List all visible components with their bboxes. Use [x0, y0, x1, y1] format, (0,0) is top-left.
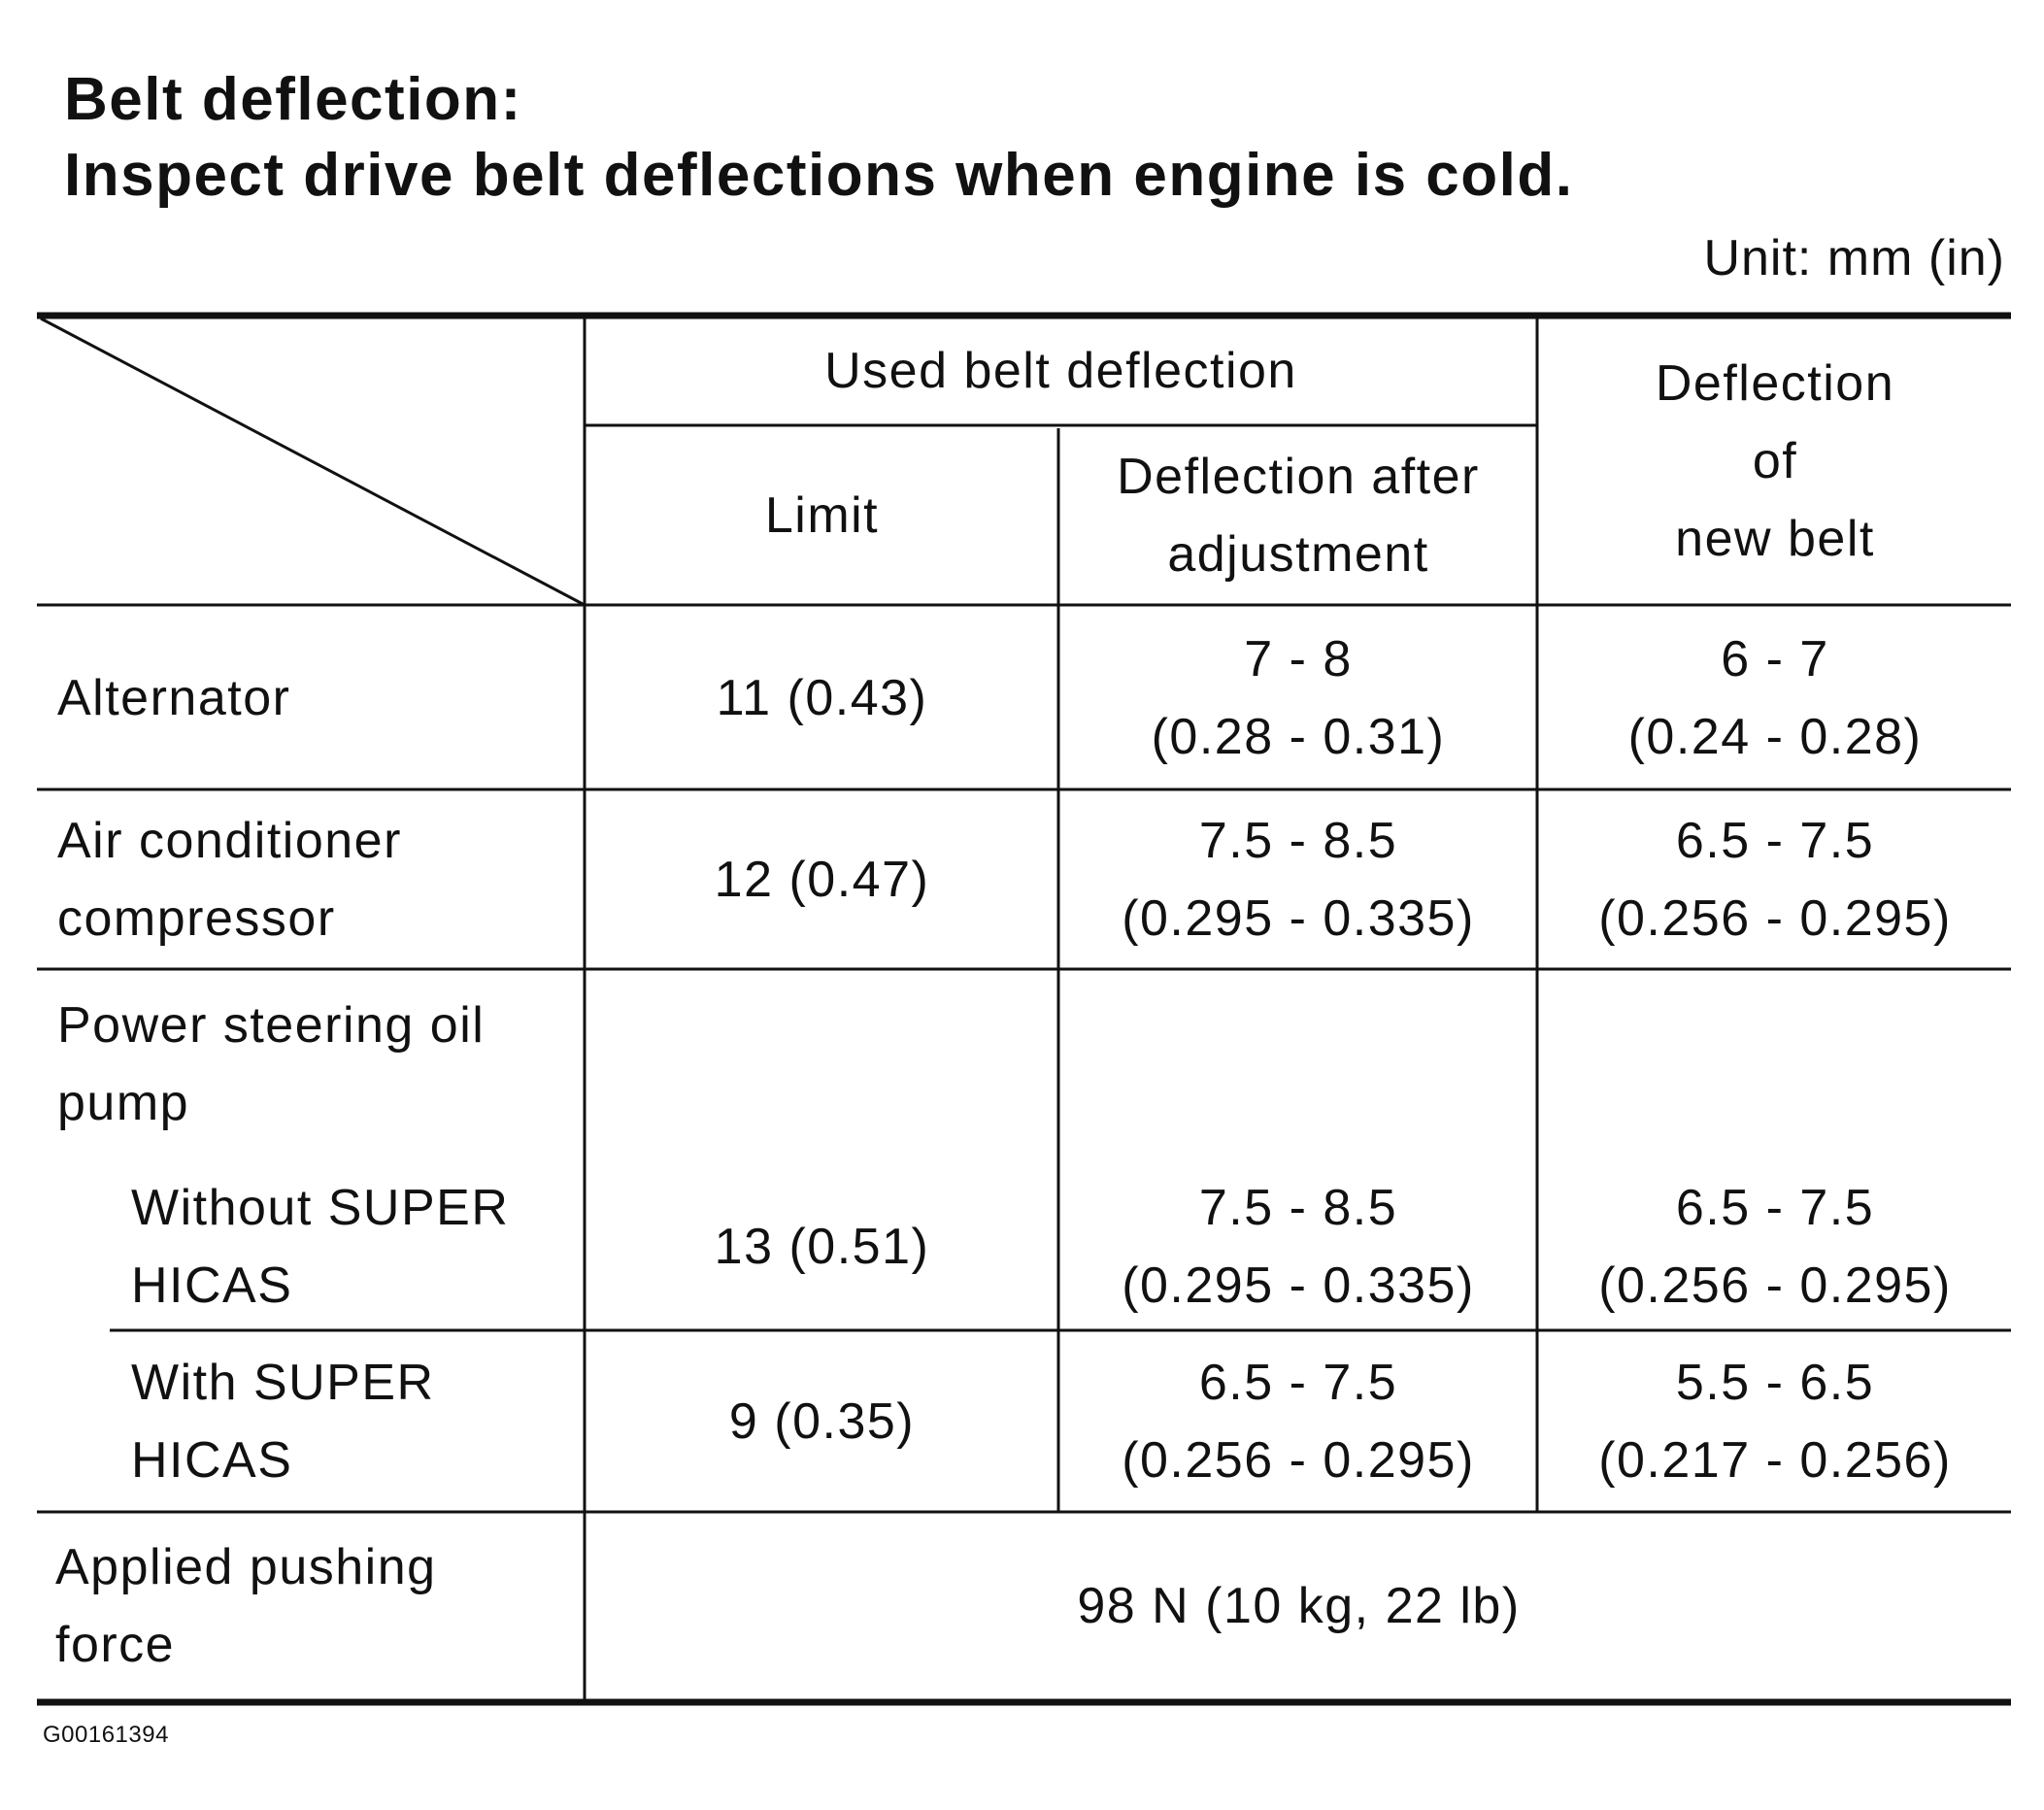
without-super-hicas-new-belt: 6.5 - 7.5 (0.256 - 0.295): [1598, 1180, 1952, 1314]
alternator-limit: 11 (0.43): [716, 669, 928, 726]
air-conditioner-after-adjustment: 7.5 - 8.5 (0.295 - 0.335): [1122, 813, 1475, 947]
page-subtitle: Inspect drive belt deflections when engine is cold.: [64, 142, 1574, 209]
with-super-hicas-new-belt: 5.5 - 6.5 (0.217 - 0.256): [1598, 1355, 1952, 1489]
row-label-without-super-hicas: Without SUPER HICAS: [131, 1180, 510, 1314]
row-label-with-super-hicas: With SUPER HICAS: [131, 1355, 435, 1489]
with-super-hicas-limit: 9 (0.35): [728, 1393, 916, 1450]
unit-note: Unit: mm (in): [1703, 230, 2005, 286]
alternator-after-adjustment: 7 - 8 (0.28 - 0.31): [1151, 630, 1446, 765]
without-super-hicas-after-adjustment: 7.5 - 8.5 (0.295 - 0.335): [1122, 1180, 1475, 1314]
page-title: Belt deflection:: [64, 66, 522, 133]
header-used-belt-deflection: Used belt deflection: [824, 343, 1297, 399]
alternator-new-belt: 6 - 7 (0.24 - 0.28): [1627, 630, 1923, 765]
row-label-applied-pushing-force: Applied pushing force: [55, 1539, 437, 1673]
applied-pushing-force-value: 98 N (10 kg, 22 lb): [1077, 1578, 1521, 1634]
header-limit: Limit: [764, 487, 880, 544]
row-label-air-conditioner-compressor: Air conditioner compressor: [57, 813, 402, 947]
header-corner-diagonal: [41, 318, 585, 605]
row-label-alternator: Alternator: [57, 669, 291, 726]
with-super-hicas-after-adjustment: 6.5 - 7.5 (0.256 - 0.295): [1122, 1355, 1475, 1489]
header-deflection-of-new-belt: Deflection of new belt: [1655, 354, 1895, 567]
header-deflection-after-adjustment: Deflection after adjustment: [1117, 449, 1480, 583]
without-super-hicas-limit: 13 (0.51): [714, 1219, 930, 1275]
air-conditioner-limit: 12 (0.47): [714, 852, 930, 908]
figure-code: G00161394: [43, 1722, 169, 1748]
air-conditioner-new-belt: 6.5 - 7.5 (0.256 - 0.295): [1598, 813, 1952, 947]
row-label-power-steering-oil-pump: Power steering oil pump: [57, 997, 486, 1131]
